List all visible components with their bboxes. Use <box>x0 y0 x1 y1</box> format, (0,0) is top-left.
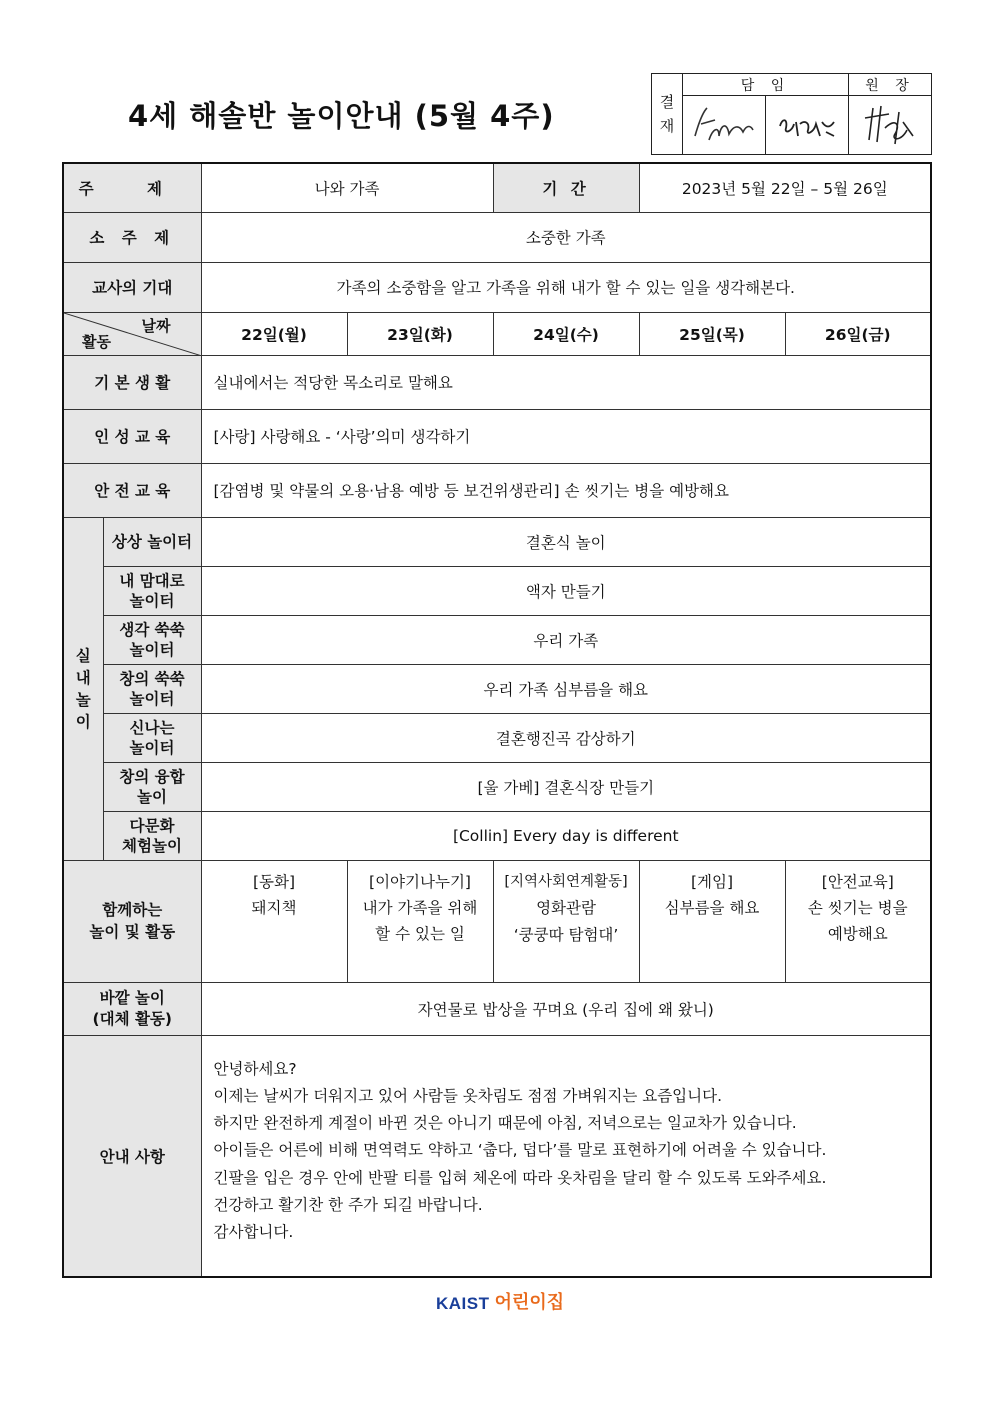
indoor-row <box>63 566 931 615</box>
notice-line: 아이들은 어른에 비해 면역력도 약하고 ‘춥다, 덥다’를 말로 표현하기에 어려울 수 있습니다. <box>213 1141 827 1160</box>
outdoor-label: 바깥 놀이 (대체 활동) <box>63 982 201 1035</box>
character-edu-row <box>63 409 931 463</box>
indoor-row <box>63 615 931 664</box>
kaist-kindergarten-logo <box>436 1288 564 1322</box>
indoor-area-name: 창의 쑥쑥 놀이터 <box>103 664 201 713</box>
day-thu: 25일(목) <box>639 312 785 355</box>
basic-life-label: 기 본 생 활 <box>63 355 201 409</box>
indoor-area-name: 다문화 체험놀이 <box>103 811 201 860</box>
outdoor-row <box>63 982 931 1035</box>
indoor-area-name: 창의 융합 놀이 <box>103 762 201 811</box>
indoor-area-name: 상상 놀이터 <box>103 517 201 566</box>
logo-kaist-text: KAIST <box>436 1294 490 1313</box>
indoor-area-name: 신나는 놀이터 <box>103 713 201 762</box>
day-tue: 23일(화) <box>347 312 493 355</box>
together-activity: [게임] 심부름을 해요 <box>639 860 785 982</box>
character-edu-value: [사랑] 사랑해요 - ‘사랑’의미 생각하기 <box>201 409 931 463</box>
safety-edu-label: 안 전 교 육 <box>63 463 201 517</box>
teacher-signature-2 <box>766 96 849 155</box>
indoor-area-activity: 결혼행진곡 감상하기 <box>201 713 931 762</box>
expectation-value: 가족의 소중함을 알고 가족을 위해 내가 할 수 있는 일을 생각해본다. <box>201 262 931 312</box>
notice-content <box>201 1035 931 1277</box>
notice-line: 안녕하세요? <box>213 1059 297 1078</box>
notice-line: 감사합니다. <box>213 1223 294 1242</box>
notice-line: 하지만 완전하게 계절이 바뀐 것은 아니기 때문에 아침, 저녁으로는 일교차가 있습니다. <box>213 1114 797 1133</box>
notice-line: 이제는 날씨가 더워지고 있어 사람들 옷차림도 점점 가벼워지는 요즘입니다. <box>213 1086 723 1105</box>
subtheme-value: 소중한 가족 <box>201 212 931 262</box>
plan-table <box>62 162 932 1278</box>
expectation-row <box>63 262 931 312</box>
date-label: 날짜 <box>141 316 171 335</box>
subtheme-label: 소 주 제 <box>63 212 201 262</box>
teacher-header: 담 임 <box>683 74 849 96</box>
expectation-label: 교사의 기대 <box>63 262 201 312</box>
indoor-area-name: 내 맘대로 놀이터 <box>103 566 201 615</box>
together-row <box>63 860 931 982</box>
theme-row <box>63 163 931 212</box>
indoor-row <box>63 713 931 762</box>
day-fri: 26일(금) <box>785 312 931 355</box>
indoor-area-activity: [울 가베] 결혼식장 만들기 <box>201 762 931 811</box>
teacher-signature-1 <box>683 96 766 155</box>
indoor-row <box>63 517 931 566</box>
day-mon: 22일(월) <box>201 312 347 355</box>
outdoor-value: 자연물로 밥상을 꾸며요 (우리 집에 왜 왔니) <box>201 982 931 1035</box>
day-wed: 24일(수) <box>493 312 639 355</box>
character-edu-label: 인 성 교 육 <box>63 409 201 463</box>
indoor-row <box>63 811 931 860</box>
date-activity-header <box>63 312 201 355</box>
basic-life-row <box>63 355 931 409</box>
subtheme-row <box>63 212 931 262</box>
notice-line: 긴팔을 입은 경우 안에 반팔 티를 입혀 체온에 따라 옷차림을 달리 할 수 있도록 도와주세요. <box>213 1168 827 1187</box>
indoor-area-activity: 액자 만들기 <box>201 566 931 615</box>
days-header-row <box>63 312 931 355</box>
safety-edu-value: [감염병 및 약물의 오용·남용 예방 등 보건위생관리] 손 씻기는 병을 예방해요 <box>201 463 931 517</box>
indoor-area-name: 생각 쑥쑥 놀이터 <box>103 615 201 664</box>
notice-line: 건강하고 활기찬 한 주가 되길 바랍니다. <box>213 1195 483 1214</box>
approval-box <box>651 73 932 155</box>
together-label: 함께하는 놀이 및 활동 <box>63 860 201 982</box>
theme-value: 나와 가족 <box>201 163 493 212</box>
logo-korean-text: 어린이집 <box>494 1292 565 1313</box>
together-activity: [이야기나누기] 내가 가족을 위해 할 수 있는 일 <box>347 860 493 982</box>
period-label: 기 간 <box>493 163 639 212</box>
basic-life-value: 실내에서는 적당한 목소리로 말해요 <box>201 355 931 409</box>
period-value: 2023년 5월 22일 – 5월 26일 <box>639 163 931 212</box>
indoor-area-activity: 우리 가족 <box>201 615 931 664</box>
indoor-play-label: 실 내 놀 이 <box>63 517 103 860</box>
together-activity: [동화] 돼지책 <box>201 860 347 982</box>
page-title: 4세 해솔반 놀이안내 (5월 4주) <box>128 99 555 133</box>
together-activity: [지역사회연계활동] 영화관람 ‘쿵쿵따 탐험대’ <box>493 860 639 982</box>
activity-label: 활동 <box>82 332 111 351</box>
director-signature <box>849 96 932 155</box>
notice-label: 안내 사항 <box>63 1035 201 1277</box>
indoor-row <box>63 664 931 713</box>
together-activity: [안전교육] 손 씻기는 병을 예방해요 <box>785 860 931 982</box>
notice-row <box>63 1035 931 1277</box>
indoor-area-activity: 결혼식 놀이 <box>201 517 931 566</box>
indoor-row <box>63 762 931 811</box>
director-header: 원 장 <box>849 74 932 96</box>
theme-label: 주 제 <box>63 163 201 212</box>
indoor-area-activity: 우리 가족 심부름을 해요 <box>201 664 931 713</box>
indoor-area-activity: [Collin] Every day is different <box>201 811 931 860</box>
safety-edu-row <box>63 463 931 517</box>
approval-label: 결 재 <box>652 74 683 155</box>
